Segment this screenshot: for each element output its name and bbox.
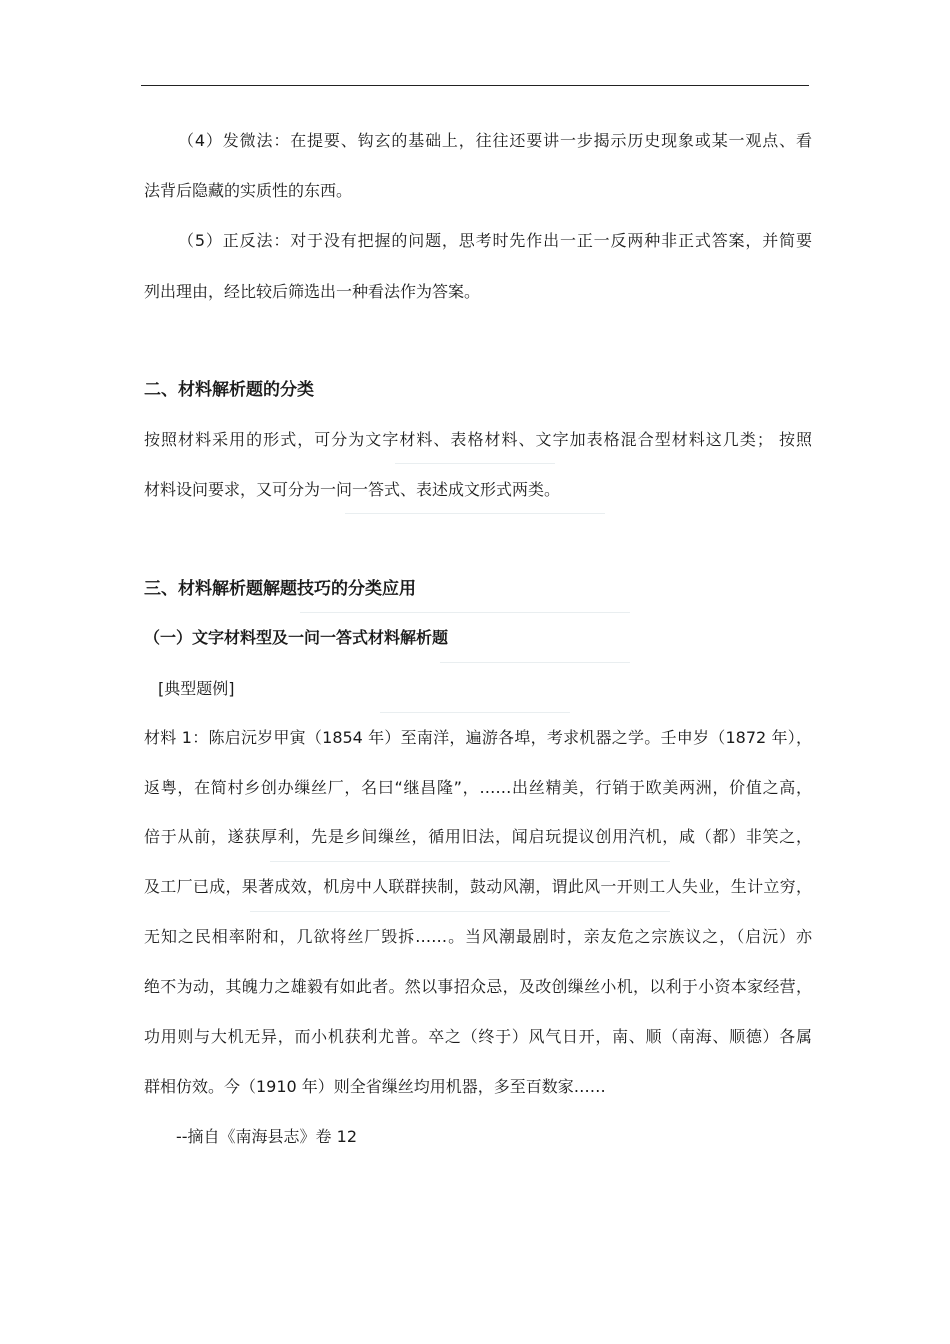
material-line: 绝不为动，其魄力之雄毅有如此者。然以事招众忌，及改创缫丝小机，以利于小资本家经营， (144, 977, 812, 996)
scan-artifact (380, 712, 570, 713)
material-line: 材料 1：陈启沅岁甲寅（1854 年）至南洋，遍游各埠，考求机器之学。壬申岁（1872 年）， (144, 728, 812, 747)
scan-artifact (395, 463, 555, 464)
material-line: 返粤，在简村乡创办缫丝厂，名曰“继昌隆”，……出丝精美，行销于欧美两洲，价值之高， (144, 778, 812, 797)
example-label: [典型题例] (158, 679, 235, 698)
source-citation: --摘自《南海县志》卷 12 (176, 1127, 357, 1146)
scan-artifact (440, 662, 630, 663)
scan-artifact (250, 911, 670, 912)
material-line: 群相仿效。今（1910 年）则全省缫丝均用机器，多至百数家…… (144, 1077, 606, 1096)
paragraph-p4-line2: 法背后隐藏的实质性的东西。 (144, 181, 353, 200)
paragraph-p5-line2: 列出理由，经比较后筛选出一种看法作为答案。 (144, 282, 481, 301)
material-line: 无知之民相率附和，几欲将丝厂毁拆……。当风潮最剧时，亲友危之宗族议之，（启沅）亦 (144, 927, 812, 946)
material-line: 倍于从前，遂获厚利，先是乡间缫丝，循用旧法，闻启玩提议创用汽机，咸（都）非笑之， (144, 827, 812, 846)
paragraph-p4-line1: （4）发微法：在提要、钩玄的基础上，往往还要讲一步揭示历史现象或某一观点、看 (178, 131, 812, 150)
section2-line2: 材料设问要求，又可分为一问一答式、表述成文形式两类。 (144, 480, 561, 499)
material-line: 功用则与大机无异，而小机获利尤普。卒之（终于）风气日开，南、顺（南海、顺德）各属 (144, 1027, 812, 1046)
material-line: 及工厂已成，果著成效，机房中人联群挟制，鼓动风潮，谓此风一开则工人失业，生计立穷， (144, 877, 812, 896)
header-rule (141, 85, 809, 86)
section3-subheading: （一）文字材料型及一问一答式材料解析题 (144, 628, 449, 647)
scan-artifact (270, 861, 670, 862)
scan-artifact (300, 612, 630, 613)
section2-heading: 二、材料解析题的分类 (144, 380, 314, 400)
section3-heading: 三、材料解析题解题技巧的分类应用 (144, 579, 416, 599)
scan-artifact (345, 513, 605, 514)
paragraph-p5-line1: （5）正反法：对于没有把握的问题，思考时先作出一正一反两种非正式答案，并简要 (178, 231, 812, 250)
section2-line1: 按照材料采用的形式，可分为文字材料、表格材料、文字加表格混合型材料这几类； 按照 (144, 430, 812, 449)
